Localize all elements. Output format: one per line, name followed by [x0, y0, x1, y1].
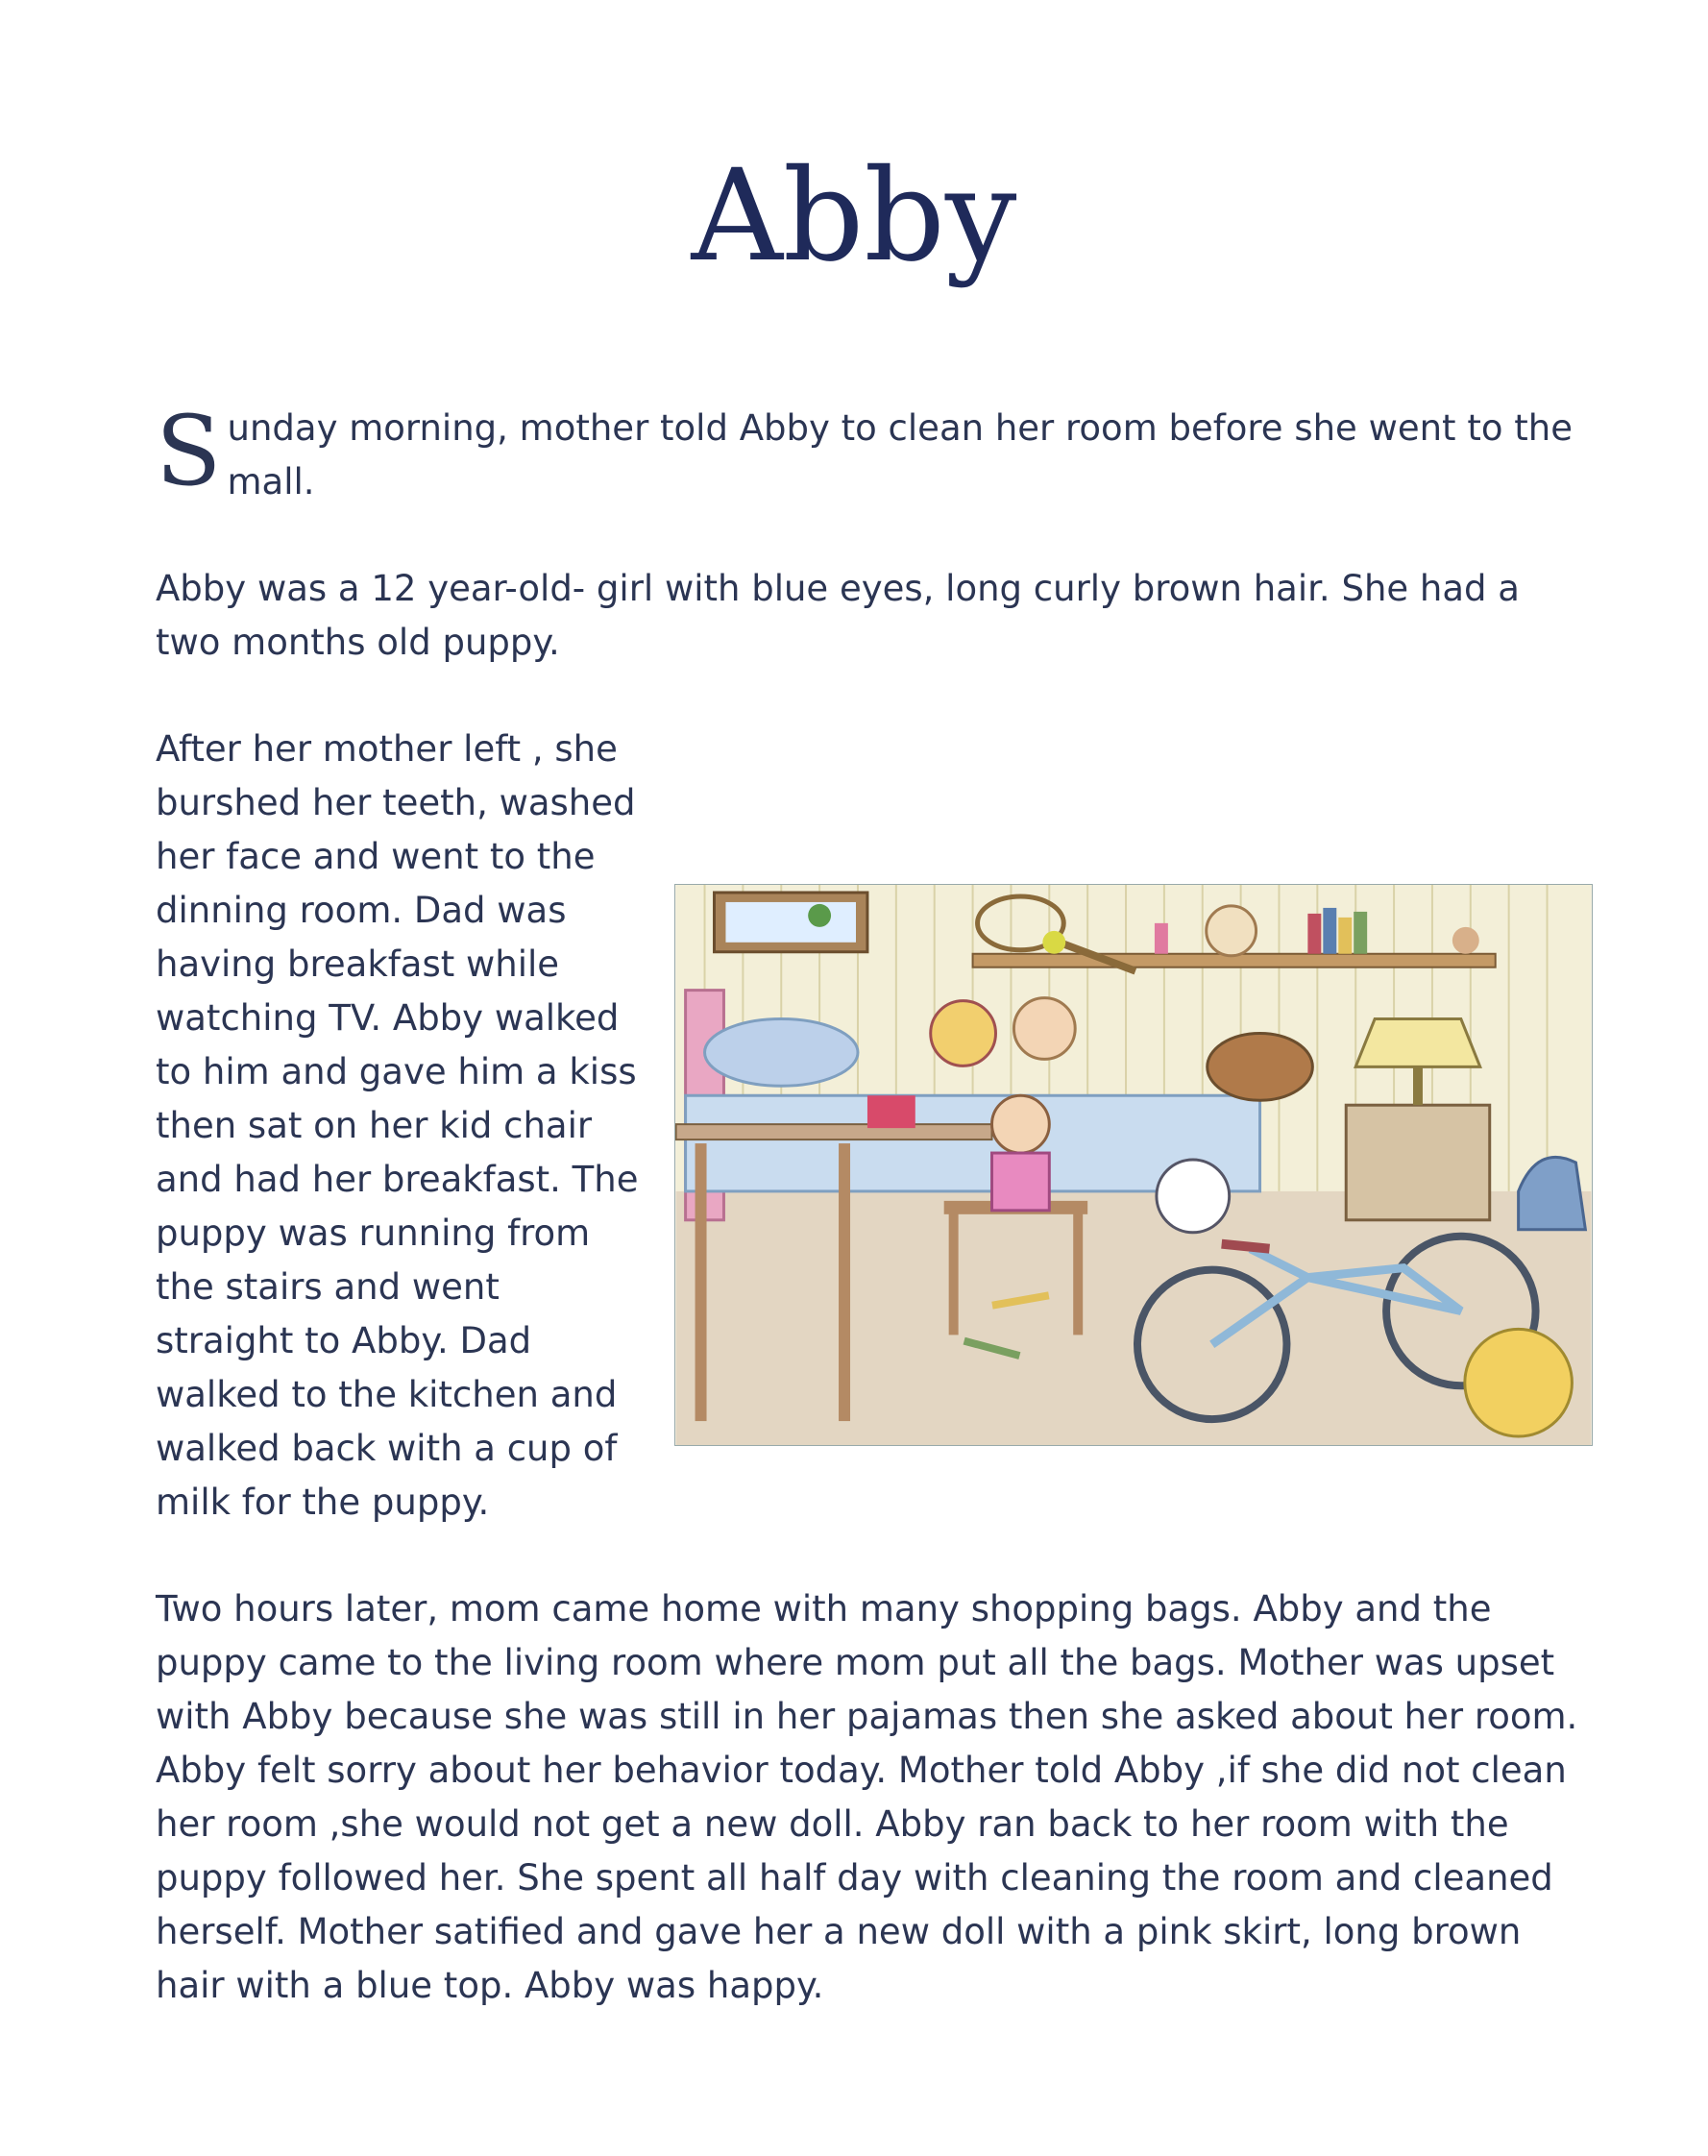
paragraph-3: [156, 723, 1593, 1530]
page-title: Abby: [691, 142, 1017, 290]
paragraph-4: Two hours later, mom came home with many shopping bags. Abby and the puppy came to the living room where mom put all the bags. Mother was upset with Abby because she was still in her pajamas then she asked about her room. Abby felt sorry about her behavior today. Mother told Abby ,if she did not clean her room ,she would not get a new doll. Abby ran back to her room with the puppy followed her. She spent all half day with cleaning the room and cleaned herself. Mother satified and gave her a new doll with a pink skirt, long brown hair with a blue top. Abby was happy.: [156, 1588, 1578, 2006]
paragraph-2: Abby was a 12 year-old- girl with blue eyes, long curly brown hair. She had a two months old puppy.: [156, 568, 1520, 663]
drop-cap: S: [156, 395, 222, 507]
messy-bedroom-illustration: [674, 884, 1593, 1446]
paragraph-3-text: After her mother left , she burshed her teeth, washed her face and went to the dinning room. Dad was having breakfast while watching TV. Abby walked to him and gave him a kiss then sat on her kid chair and had her breakfast. The puppy was running from the stairs and went straight to Abby. Dad walked to the kitchen and walked back with a cup of milk for the puppy.: [156, 728, 639, 1523]
story-body: [156, 395, 1593, 2066]
paragraph-1-text: unday morning, mother told Abby to clean her room before she went to the mall.: [227, 407, 1573, 502]
paragraph-1: [156, 395, 1593, 509]
